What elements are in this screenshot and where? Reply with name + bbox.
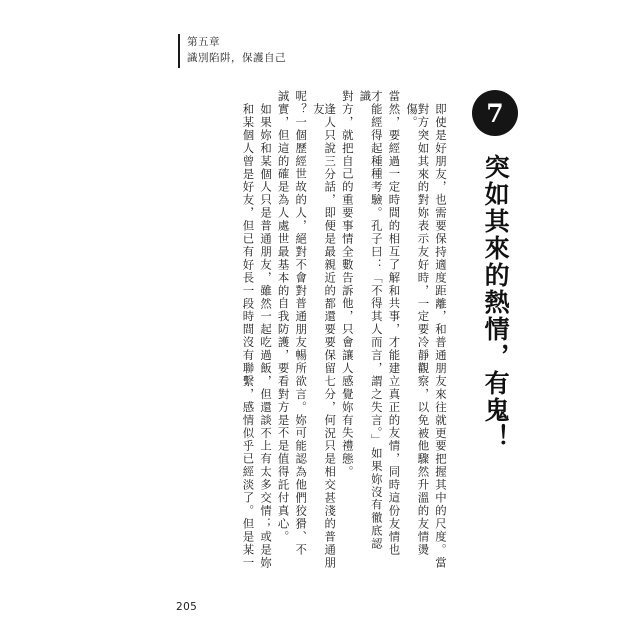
article-title: 突如其來的熱情，有鬼！ xyxy=(481,154,511,451)
text-column: 即使是好朋友，也需要保持適度距離，和普通朋友來往就更要把握其中的尺度。當 xyxy=(434,103,448,570)
article-number-badge: 7 xyxy=(472,90,518,136)
header-text-group xyxy=(187,34,286,66)
text-column: 誠實，但這的確是為人處世最基本的自我防護，要看對方是不是值得託付真心。 xyxy=(276,90,291,544)
text-column: 對方，就把自己的重要事情全數告訴他，只會讓人感覺妳有失禮態。 xyxy=(340,90,355,479)
article-heading xyxy=(472,90,518,451)
header-chapter-label: 第五章 xyxy=(187,36,220,48)
text-column: 當然，要經過一定時間的相互了解和共事，才能建立真正的友情，同時這份友情也 xyxy=(387,90,402,557)
text-column: 和某個人曾是好友，但已有好長一段時間沒有聯繫，感情似乎已經淡了。但是某一 xyxy=(241,103,256,570)
text-column: 逢人只說三分話，即便是最親近的都還要要保留七分，何況只是相交甚淺的普通朋友 xyxy=(311,103,338,570)
header-rule xyxy=(178,34,180,68)
header-subtitle-label: 識別陷阱，保護自己 xyxy=(187,52,286,64)
text-column: 如果妳和某個人只是普通朋友，雖然一起吃過飯，但還談不上有太多交情；或是妳 xyxy=(259,103,274,570)
page-content xyxy=(236,90,518,570)
page-number: 205 xyxy=(176,601,198,613)
running-header xyxy=(178,34,286,68)
text-column: 才能經得起種種考驗。孔子曰：「不得其人而言，謂之失言。」如果妳沒有徹底認識 xyxy=(358,90,384,551)
text-column: 呢？一個歷經世故的人，絕對不會對普通朋友暢所欲言。妳可能認為他們狡猾、不 xyxy=(294,90,309,557)
text-column: 對方突如其來的對妳表示友好時，一定要冷靜觀察，以免被他驟然升溫的友情燙傷。 xyxy=(405,103,431,557)
body-text-columns xyxy=(236,90,448,570)
